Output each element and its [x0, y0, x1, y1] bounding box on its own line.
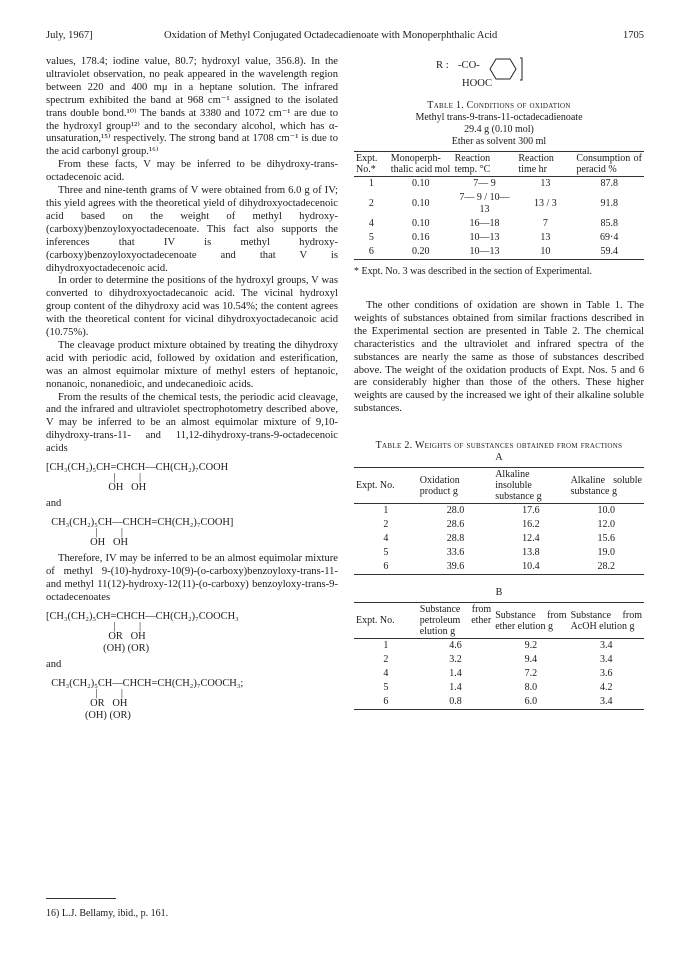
paragraph: The other conditions of oxidation are shown in Table 1. The weights of substances obtained from similar fractions described in the Experimental section are presented in Table 2. The chemical characteristics and the ultraviolet and infrared spectra of the substances are nearly the same as those of substances described above. The weight of the oxidation products of Expt. Nos. 5 and 6 are considerably higher than those of the others. These higher weights are caused by the increased we ight of their alkaline soluble substances.: [354, 300, 644, 415]
footnote-rule: [46, 898, 116, 899]
table-2-part-b-label: B: [495, 587, 503, 599]
paragraph: From these facts, V may be inferred to be dihydroxy-trans-octadecenoic acid.: [46, 159, 338, 184]
r-group-structure: R : -CO- HOOC: [354, 56, 644, 92]
table-row: 2 3.2 9.4 3.4: [383, 654, 613, 666]
table-row: 1 4.6 9.2 3.4: [383, 640, 613, 652]
table-row: 4 0.10 16—18 7 85.8: [368, 218, 618, 229]
header-title: Oxidation of Methyl Conjugated Octadecadienoate with Monoperphthalic Acid: [164, 30, 498, 41]
table-1: Expt. No.* Monoperph-thalic acid mol Reaction temp. °C Reaction time hr Consumption of peracid % 1 0.10 7— 9 13 87.8 2 0.10 7— 9 / 10—13 13 / 3 91.8 4 0.10 16—18 7 85.8 5 0.16 10—13 13 69·4 6 0.20 10—13 10 59.4: [354, 151, 644, 260]
table-row: 2 28.6 16.2 12.0: [383, 519, 616, 531]
table-row: 1 0.10 7— 9 13 87.8: [368, 178, 618, 189]
chemical-formula: [CH₃(CH₂)₅CH=CHCH—CH(CH₂)₇COOH | | OH OH: [46, 462, 229, 494]
footnote: 16) L.J. Bellamy, ibid., p. 161.: [46, 908, 169, 919]
paragraph: From the results of the chemical tests, the periodic acid cleavage, and the infrared and ultraviolet spectrophotometry described above, V may be inferred to be an almost equimolar mixture of 9,10-dihydroxy-trans-11- and 11,12-dihydroxy-trans-9-octadecenoic acids: [46, 391, 338, 455]
paragraph: In order to determine the positions of the hydroxyl groups, V was converted to dihydroxyoctadecanoic acid. The vicinal hydroxyl group content of the dihydroxy acid was 10.54%; the content agrees with the theoretical content for vicinal dihydroxyoctadecanoic acid (10.75%).: [46, 275, 338, 339]
right-column: [354, 56, 644, 710]
table-row: 4 1.4 7.2 3.6: [383, 668, 613, 680]
left-column: [46, 56, 338, 726]
table-1-note: * Expt. No. 3 was described in the section of Experimental.: [354, 266, 592, 277]
table-2-caption: Table 2. Weights of substances obtained from fractions: [375, 440, 623, 452]
chemical-formula: CH₃(CH₂)₅CH—CHCH=CH(CH₂)₇COOCH₃; | | OR OH (OH) (OR): [46, 677, 244, 721]
table-row: 5 33.6 13.8 19.0: [383, 547, 616, 559]
table-row: 5 0.16 10—13 13 69·4: [368, 232, 619, 243]
table-2b: Expt. No. Substance from petroleum ether elution g Substance from ether elution g Substance from AcOH elution g 1 4.6 9.2 3.4 2 3.2 9.4 3.4 4 1.4 7.2 3.6 5 1.4 8.0 4.2 6 0.8 6.0 3.4: [354, 602, 644, 710]
table-row: 5 1.4 8.0 4.2: [383, 682, 613, 694]
table-row: 2 0.10 7— 9 / 10—13 13 / 3 91.8: [368, 192, 618, 215]
conjunction: and: [46, 658, 62, 670]
table-2a: Expt. No. Oxidation product g Alkaline insoluble substance g Alkaline soluble substance g 1 28.0 17.6 10.0 2 28.6 16.2 12.0 4 28.8 12.4 15.6 5 33.6 13.8 19.0 6 39.6 10.4 28.2: [354, 467, 644, 575]
header-date: July, 1967]: [46, 30, 93, 41]
paragraph: Therefore, IV may be inferred to be an almost equimolar mixture of methyl 9-(10)-hydroxy-10(9)-(o-carboxy)benzoyloxy-trans-11- and methyl 11(12)-hydroxy-12(11)-(o-carboxy) benzoyloxy-trans-9-octadecenoates: [46, 553, 338, 603]
table-row: 6 39.6 10.4 28.2: [354, 560, 644, 575]
header-page-number: 1705: [623, 30, 644, 41]
chemical-formula: [CH₃(CH₂)₅CH=CHCH—CH(CH₂)₇COOCH₃ | | OR OH (OH) (OR): [46, 610, 239, 654]
paragraph: The cleavage product mixture obtained by treating the dihydroxy acid with periodic acid, followed by oxidation and esterification, was an almost equimolar mixture of methyl esters of heptanoic, nonanoic, nonanedioic, and undecanedioic acids.: [46, 339, 338, 390]
paragraph: Three and nine-tenth grams of V were obtained from 6.0 g of IV; this yield agrees with the theoretical yield of dihydroxyoctadecenoic acid based on the weight of methyl hydroxy-(carboxy)benzoyloxyoctadecenoate. This fact also supports the inferences that IV is methyl hydroxy-(carboxy)benzoyloxyoctadecenoate and that V is dihydroxyoctadecenoic acid.: [46, 185, 338, 274]
paragraph: values, 178.4; iodine value, 80.7; hydroxyl value, 356.8). In the ultraviolet observation, no peak appeared in the wavelength region between 220 and 400 mμ in a heptane solution. The infrared spectrum exhibited the band at 968 cm⁻¹ assigned to the isolated trans double bond.¹⁰⁾ The bands at 3380 and 1072 cm⁻¹ are due to the hydroxyl group¹²⁾ and to the secondary alcohol, which has α-unsaturation,¹⁵⁾ respectively. The strong band at 1708 cm⁻¹ is due to the acid carbonyl group.¹⁶⁾: [46, 56, 338, 158]
conjunction: and: [46, 498, 62, 510]
running-header: [46, 30, 644, 44]
table-row: 1 28.0 17.6 10.0: [383, 505, 616, 517]
table-row: 4 28.8 12.4 15.6: [383, 533, 616, 545]
table-row: 6 0.8 6.0 3.4: [354, 695, 644, 710]
table-1-subtitle: Ether as solvent 300 ml: [451, 136, 547, 147]
table-row: 6 0.20 10—13 10 59.4: [354, 245, 644, 260]
table-1-subtitle: 29.4 g (0.10 mol): [464, 124, 534, 135]
table-2-part-a-label: A: [495, 452, 503, 464]
table-1-subtitle: Methyl trans-9-trans-11-octadecadienoate: [415, 112, 583, 123]
chemical-formula: CH₃(CH₂)₅CH—CHCH=CH(CH₂)₇COOH] | | OH OH: [46, 517, 234, 548]
table-1-caption: Table 1. Conditions of oxidation: [427, 100, 571, 111]
